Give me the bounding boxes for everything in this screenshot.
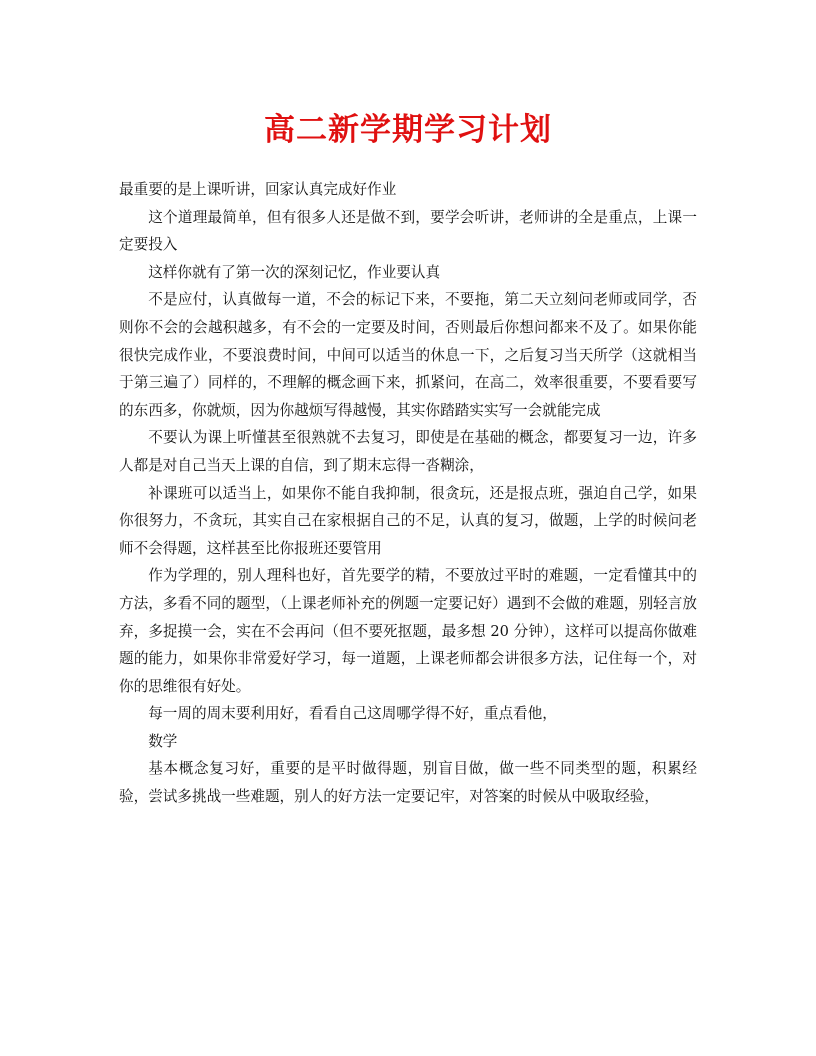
document-body [119, 176, 697, 811]
paragraph: 基本概念复习好，重要的是平时做得题，别盲目做，做一些不同类型的题，积累经验，尝试多挑战一些难题，别人的好方法一定要记牢，对答案的时候从中吸取经验， [119, 760, 697, 806]
paragraph: 补课班可以适当上，如果你不能自我抑制，很贪玩，还是报点班，强迫自己学，如果你很努力，不贪玩，其实自己在家根据自己的不足，认真的复习，做题，上学的时候问老师不会得题，这样甚至比你报班还要管用 [119, 484, 697, 557]
paragraph: 作为学理的，别人理科也好，首先要学的精，不要放过平时的难题，一定看懂其中的方法，多看不同的题型，（上课老师补充的例题一定要记好）遇到不会做的难题，别轻言放弃，多捉摸一会，实在不会再问（但不要死抠题，最多想 20 分钟），这样可以提高你做难题的能力，如果你非常爱好学习，每一道题，上课老师都会讲很多方法，记住每一个，对你的思维很有好处。 [119, 567, 697, 695]
paragraph: 这个道理最简单，但有很多人还是做不到，要学会听讲，老师讲的全是重点，上课一定要投入 [119, 208, 697, 254]
section-heading-math: 数学 [148, 732, 178, 750]
paragraph: 这样你就有了第一次的深刻记忆，作业要认真 [148, 263, 441, 281]
paragraph: 不要认为课上听懂甚至很熟就不去复习，即使是在基础的概念，都要复习一边，许多人都是对自己当天上课的自信，到了期末忘得一沓糊涂， [119, 429, 697, 474]
paragraph: 每一周的周末要利用好，看看自己这周哪学得不好，重点看他， [148, 705, 557, 723]
paragraph: 不是应付，认真做每一道，不会的标记下来，不要拖，第二天立刻问老师或同学，否则你不会的会越积越多，有不会的一定要及时间，否则最后你想问都来不及了。如果你能很快完成作业，不要浪费时间，中间可以适当的休息一下，之后复习当天所学（这就相当于第三遍了）同样的，不理解的概念画下来，抓紧问，在高二，效率很重要，不要看要写的东西多，你就烦，因为你越烦写得越慢，其实你踏踏实实写一会就能完成 [119, 291, 697, 419]
document-title: 高二新学期学习计划 [264, 112, 552, 148]
paragraph: 最重要的是上课听讲，回家认真完成好作业 [119, 181, 397, 198]
